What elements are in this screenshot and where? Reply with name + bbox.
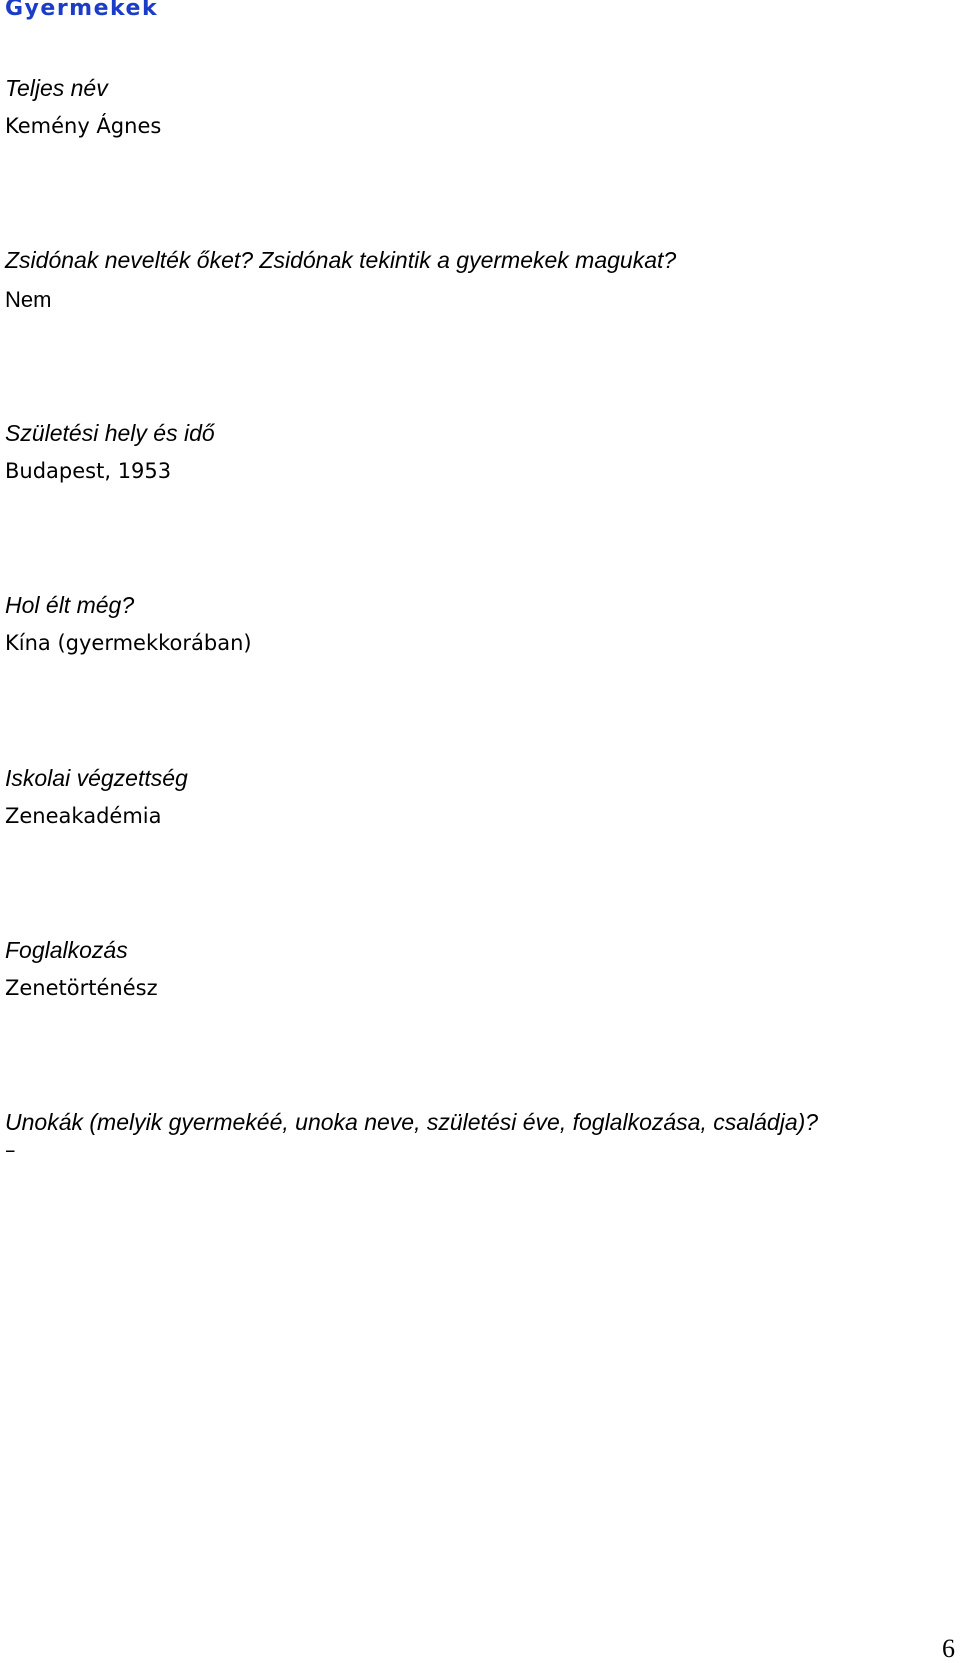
field-question: Foglalkozás bbox=[5, 937, 128, 963]
field-answer: Zeneakadémia bbox=[5, 804, 162, 828]
field-question: Születési hely és idő bbox=[5, 420, 215, 446]
field-answer: Kína (gyermekkorában) bbox=[5, 631, 252, 655]
field-answer: Kemény Ágnes bbox=[5, 114, 162, 138]
field-answer: Budapest, 1953 bbox=[5, 459, 172, 483]
field-question: Zsidónak nevelték őket? Zsidónak tekintik a gyermekek magukat? bbox=[5, 247, 677, 273]
field-answer: Nem bbox=[5, 287, 52, 312]
field-answer: – bbox=[5, 1138, 16, 1162]
field-question: Hol élt még? bbox=[5, 592, 135, 618]
field-question: Iskolai végzettség bbox=[5, 765, 188, 791]
field-answer: Zenetörténész bbox=[5, 976, 158, 1000]
page-number: 6 bbox=[942, 1634, 955, 1663]
field-question: Unokák (melyik gyermekéé, unoka neve, születési éve, foglalkozása, családja)? bbox=[5, 1109, 819, 1135]
field-question: Teljes név bbox=[5, 75, 108, 101]
section-title: Gyermekek bbox=[5, 0, 159, 21]
